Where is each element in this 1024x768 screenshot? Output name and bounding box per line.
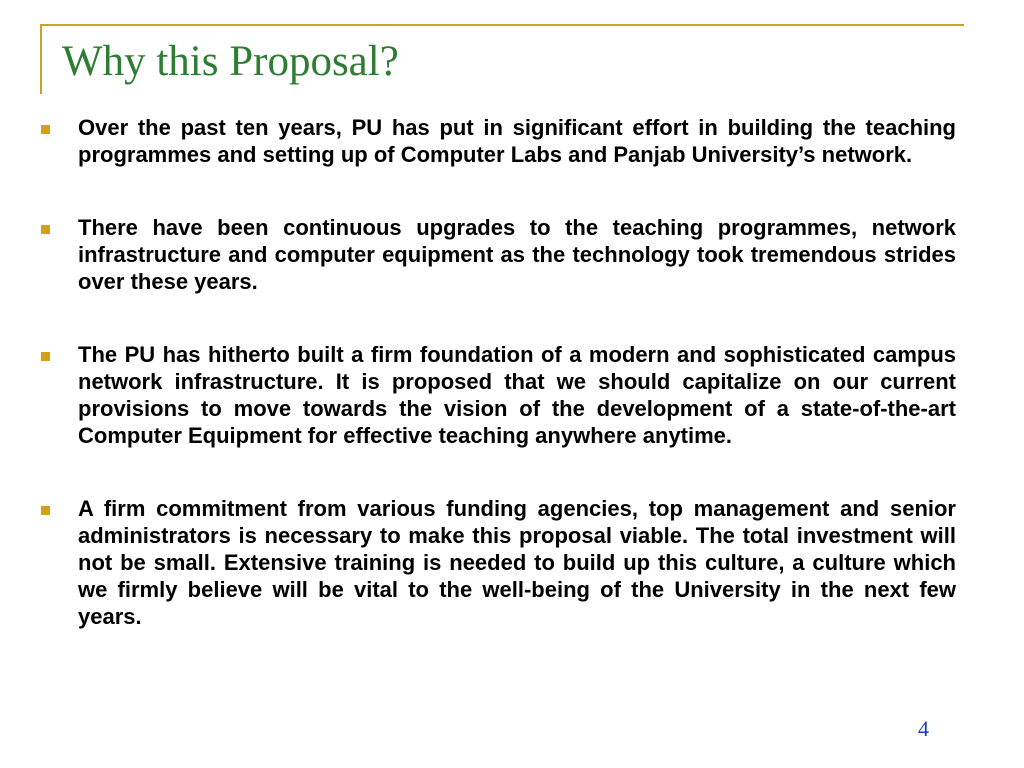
bullet-list [40, 114, 956, 630]
bullet-item [40, 495, 956, 630]
bullet-text: A firm commitment from various funding agencies, top management and senior administrators is necessary to make this proposal viable. The total investment will not be small. Extensive training is needed to build up this culture, a culture which we firmly believe will be vital to the well-being of the University in the next few years. [78, 496, 956, 629]
title-frame-left-rule [40, 24, 42, 94]
bullet-text: There have been continuous upgrades to the teaching programmes, network infrastructure and computer equipment as the technology took tremendous strides over these years. [78, 215, 956, 294]
square-bullet-icon [41, 125, 50, 134]
slide-title: Why this Proposal? [62, 38, 399, 85]
bullet-item [40, 114, 956, 168]
bullet-text: Over the past ten years, PU has put in significant effort in building the teaching programmes and setting up of Computer Labs and Panjab University’s network. [78, 115, 956, 167]
bullet-text: The PU has hitherto built a firm foundation of a modern and sophisticated campus network infrastructure. It is proposed that we should capitalize on our current provisions to move towards the vision of the development of a state-of-the-art Computer Equipment for effective teaching anywhere anytime. [78, 342, 956, 448]
square-bullet-icon [41, 506, 50, 515]
square-bullet-icon [41, 352, 50, 361]
page-number: 4 [918, 716, 929, 741]
bullet-item [40, 214, 956, 295]
square-bullet-icon [41, 225, 50, 234]
title-frame-top-rule [40, 24, 964, 26]
bullet-item [40, 341, 956, 449]
